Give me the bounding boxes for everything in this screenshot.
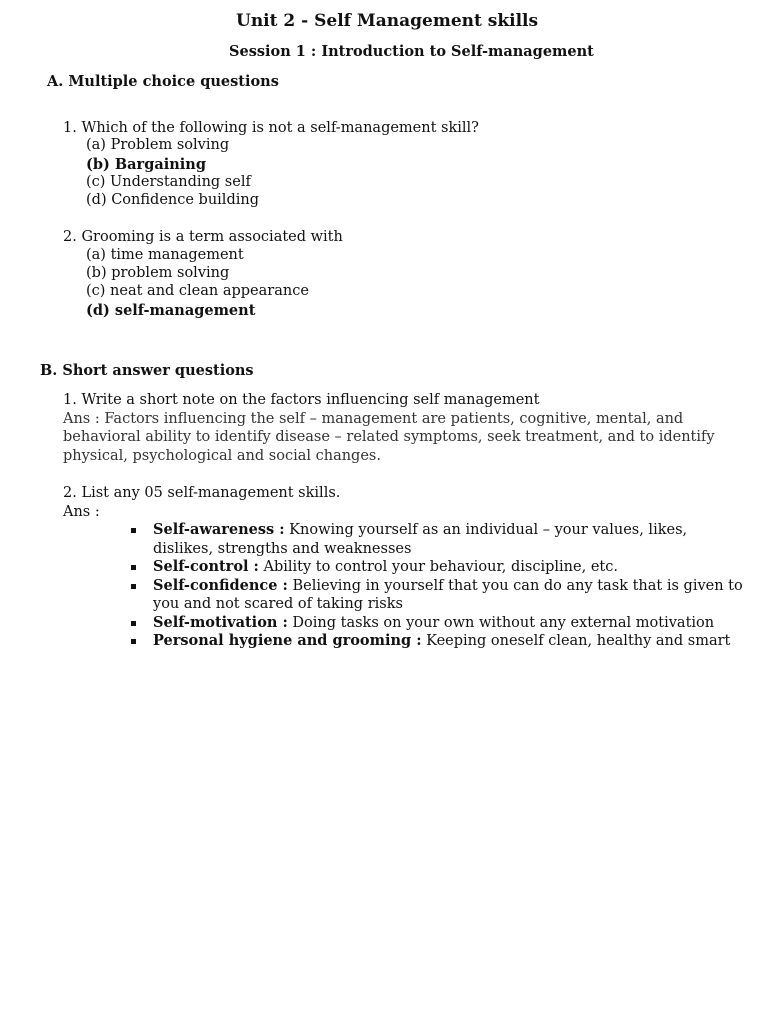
skill-item-self-awareness [130,521,748,558]
skill-item-self-motivation [130,614,748,633]
section-b-heading [40,362,254,379]
skill-term: Self-awareness : [153,521,285,538]
skill-description: Doing tasks on your own without any external motivation [287,614,715,631]
skill-term: Self-motivation : [153,613,288,631]
document-title: Unit 2 - Self Management skills [236,11,539,31]
bullet-square-icon [131,528,136,533]
skill-item-self-control [130,558,748,577]
short-question-2: 2. List any 05 self-management skills. [63,485,341,501]
mcq2-option-a: (a) time management [86,247,244,263]
bullet-square-icon [131,621,136,626]
skill-description: Keeping oneself clean, healthy and smart [421,633,731,649]
answer-2-label: Ans : [63,504,100,520]
mcq2-option-b: (b) problem solving [86,265,230,281]
mcq-question-2: 2. Grooming is a term associated with [63,229,343,245]
skill-term: Self-confidence : [153,576,288,594]
skill-term: Self-control : [153,558,259,575]
short-question-1: 1. Write a short note on the factors influencing self management [63,392,540,408]
answer-1-line-1: Ans : Factors influencing the self – management are patients, cognitive, mental, and [63,411,684,427]
mcq1-option-a: (a) Problem solving [86,137,230,153]
skill-item-personal-hygiene [130,632,748,651]
skill-item-self-confidence [130,577,748,614]
mcq2-option-d-answer: (d) self-management [86,302,256,319]
bullet-square-icon [131,639,136,644]
mcq1-option-b-answer: (b) Bargaining [86,156,206,173]
mcq2-option-c: (c) neat and clean appearance [86,283,309,299]
answer-1-line-3: physical, psychological and social changes. [63,448,381,464]
skill-description: Ability to control your behaviour, discipline, etc. [258,559,618,575]
mcq-question-1: 1. Which of the following is not a self-management skill? [63,120,479,136]
section-b-letter: B [40,362,53,379]
mcq1-option-c: (c) Understanding self [86,174,251,190]
answer-1-line-2: behavioral ability to identify disease – related symptoms, seek treatment, and to identify [63,429,715,445]
skill-description: Believing in yourself that you can do any task that is given to you and not scared of taking risks [153,577,743,612]
bullet-square-icon [131,565,136,570]
skill-term: Personal hygiene and grooming : [153,632,422,649]
section-b-heading-text: . Short answer questions [52,362,254,379]
session-heading: Session 1 : Introduction to Self-management [229,43,594,60]
bullet-square-icon [131,584,136,589]
skills-list [130,521,748,651]
section-a-heading: A. Multiple choice questions [47,73,279,90]
skill-description: Knowing yourself as an individual – your values, likes, dislikes, strengths and weaknesses [153,522,688,557]
mcq1-option-d: (d) Confidence building [86,192,259,208]
